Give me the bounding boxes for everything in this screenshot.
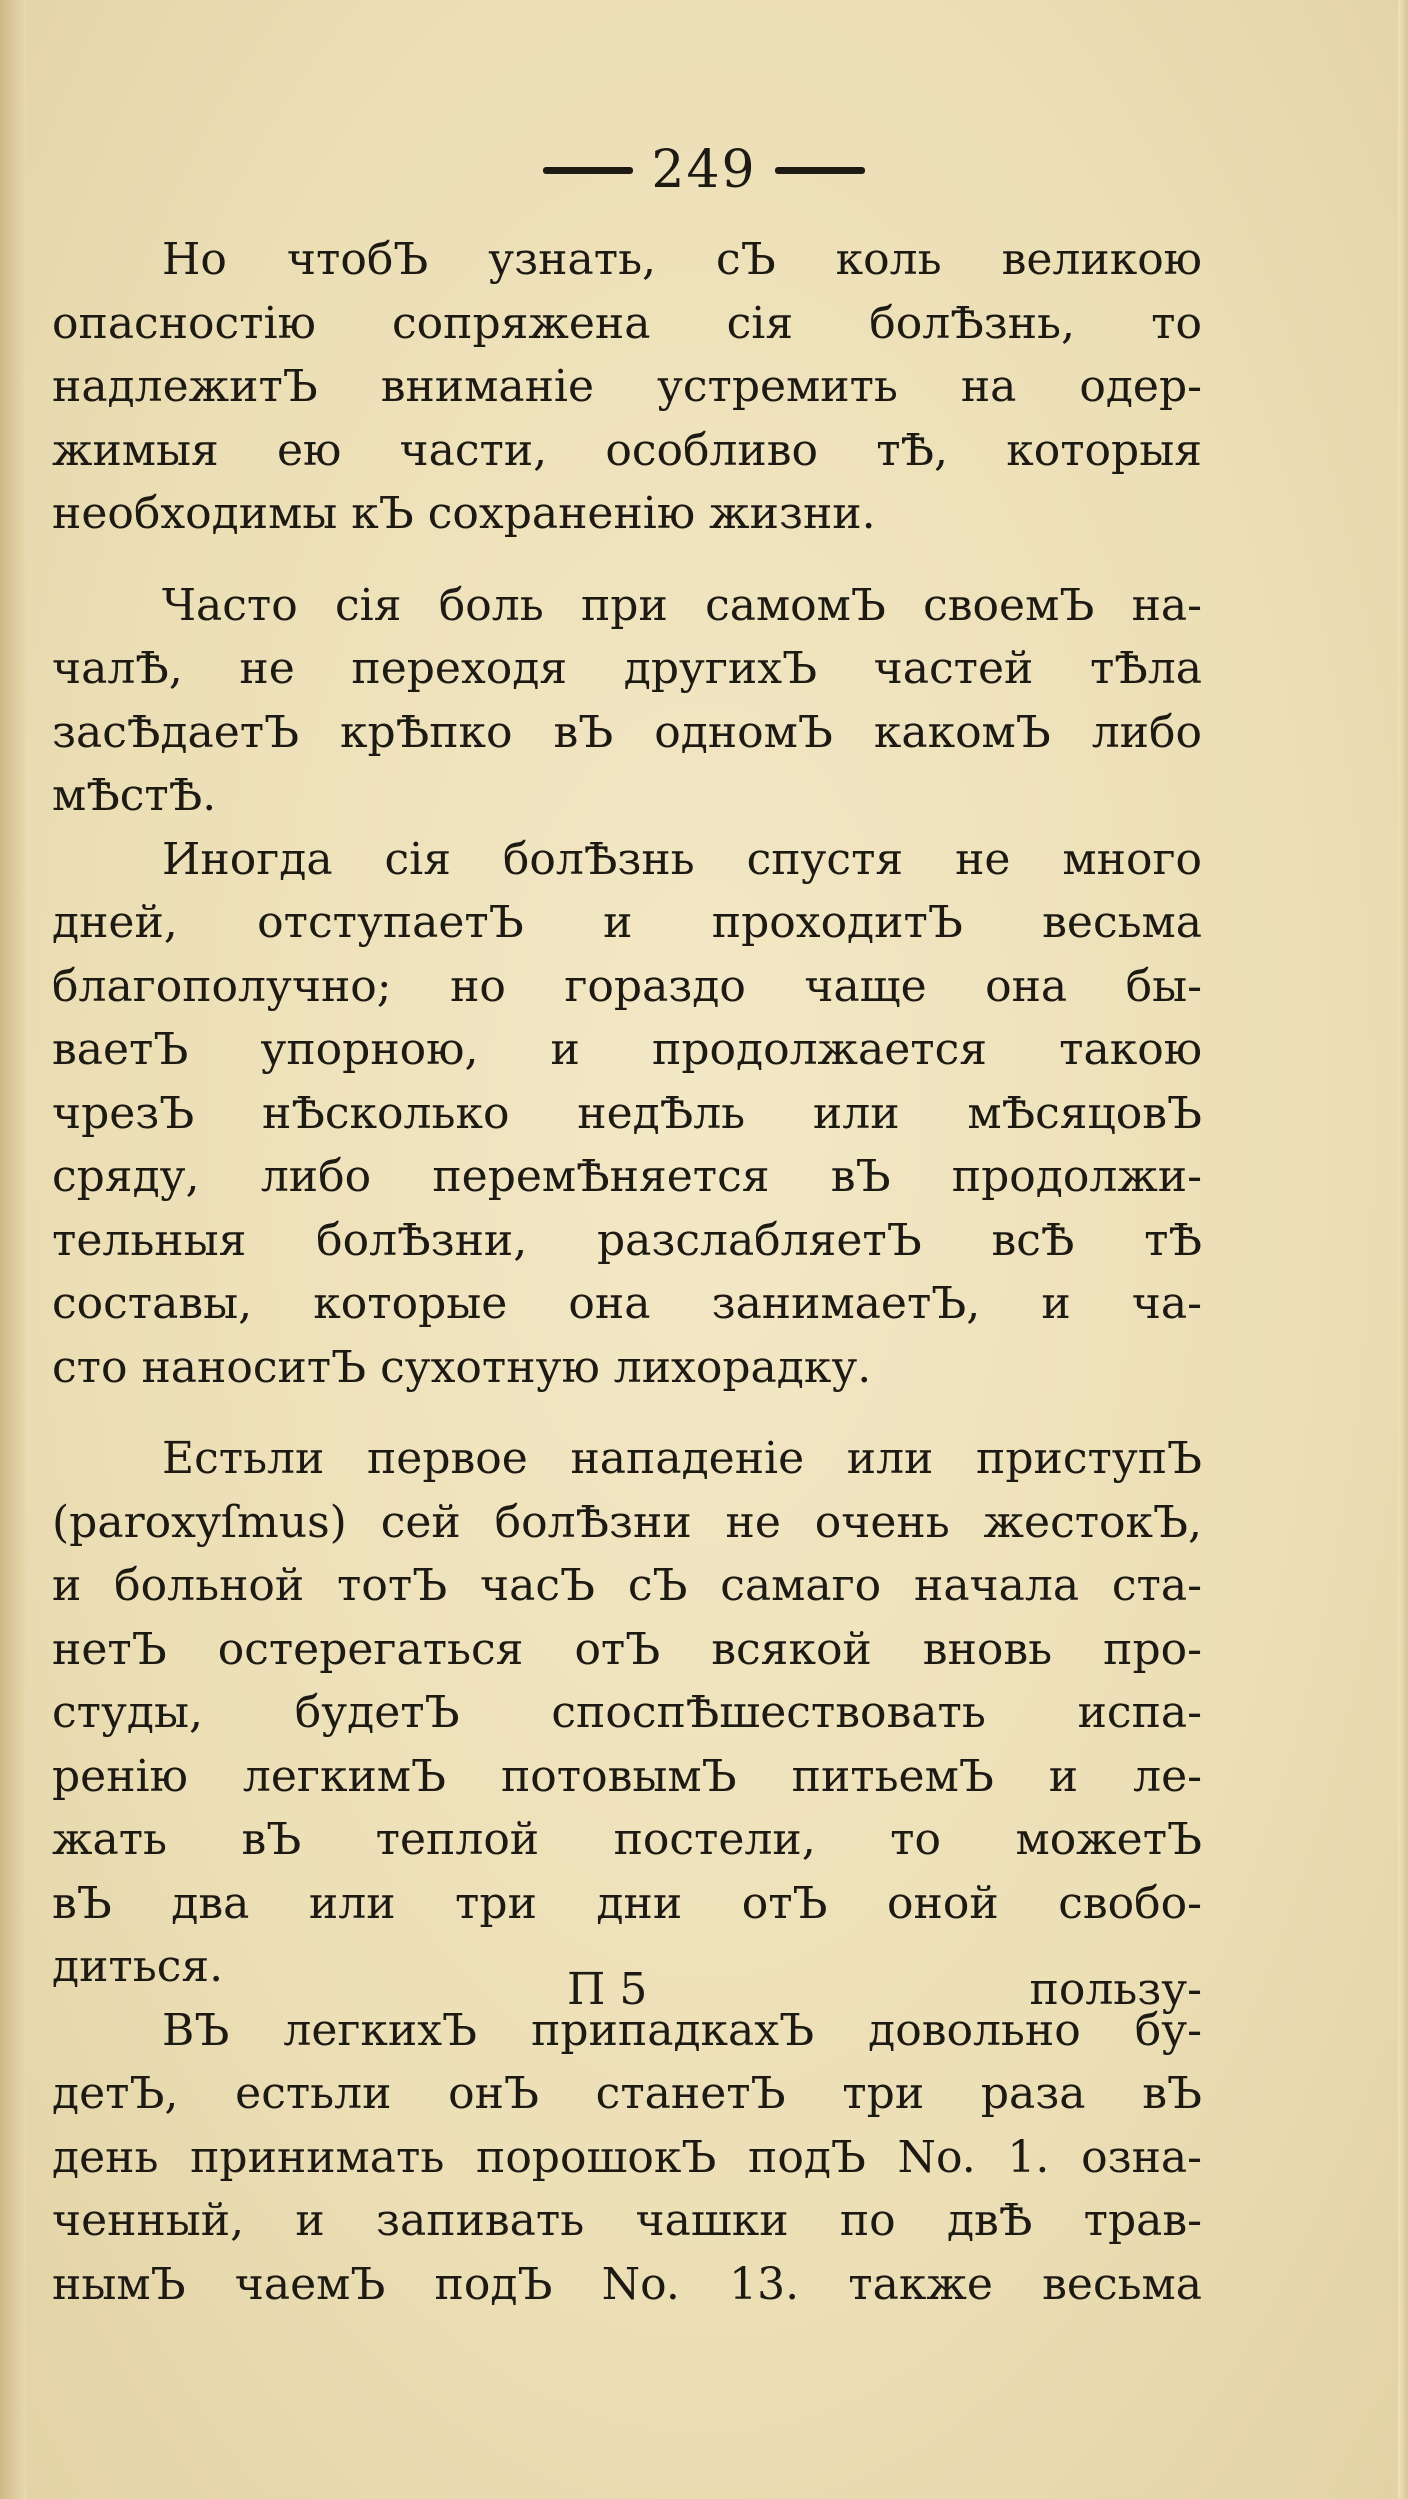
paragraph-5 [52,1999,1202,2317]
paragraph-1 [52,228,1202,546]
text-line: жимыя ею части, особливо тѢ, которыя [52,424,1202,476]
text-line: составы, которые она занимаетЪ, и ча- [52,1278,1202,1329]
header-dash-left [543,167,633,174]
page-header [0,140,1408,200]
text-line: надлежитЪ вниманіе устремить на одер- [52,361,1202,412]
text-line: вЪ два или три дни отЪ оной свобо- [52,1877,1202,1929]
page-footer [52,1964,1202,2024]
text-line: ченный, и запивать чашки по двѢ трав- [52,2195,1202,2246]
text-line: ваетЪ упорною, и продолжается такою [52,1024,1202,1075]
text-line: чалѢ, не переходя другихЪ частей тѢла [52,643,1202,694]
text-line: и больной тотЪ часЪ сЪ самаго начала ста- [52,1560,1202,1611]
signature-mark: П 5 [567,1964,648,2015]
text-line: Иногда сія болѢзнь спустя не много [162,833,1202,885]
text-line: ВЪ легкихЪ припадкахЪ довольно бу- [162,2004,1202,2056]
text-line: жать вЪ теплой постели, то можетЪ [52,1814,1202,1865]
text-line: сряду, либо перемѢняется вЪ продолжи- [52,1151,1202,1202]
page-left-edge [0,0,26,2499]
header-dash-right [775,167,865,174]
text-line: нетЪ остерегаться отЪ всякой вновь про- [52,1623,1202,1675]
text-line: сто наноситЪ сухотную лихорадку. [52,1341,872,1393]
text-line: ренію легкимЪ потовымЪ питьемЪ и ле- [52,1750,1202,1802]
text-line: Естьли первое нападеніе или приступЪ [162,1433,1202,1484]
text-line: студы, будетЪ споспѢшествовать испа- [52,1687,1202,1738]
text-line: мѢстѢ. [52,770,217,821]
text-line: день принимать порошокЪ подЪ No. 1. озна- [52,2131,1202,2183]
text-line: Часто сія боль при самомЪ своемЪ на- [162,579,1202,631]
text-line: диться. [52,1941,224,1992]
text-line: засѢдаетЪ крѢпко вЪ одномЪ какомЪ либо [52,706,1202,758]
catchword: пользу- [1029,1964,1202,2015]
page-number: 249 [651,140,757,200]
page-right-edge [1398,0,1408,2499]
text-line: дней, отступаетЪ и проходитЪ весьма [52,897,1202,948]
text-line: чрезЪ нѢсколько недѢль или мѢсяцовЪ [52,1087,1202,1139]
paragraph-3 [52,828,1202,1400]
paragraph-4 [52,1427,1202,1999]
paragraph-2 [52,574,1202,828]
text-line: (paroxyſmus) сей болѢзни не очень жестокЪ, [52,1496,1202,1548]
text-line: благополучно; но гораздо чаще она бы- [52,960,1202,1012]
text-line: тельныя болѢзни, разслабляетЪ всѢ тѢ [52,1214,1202,1266]
text-line: необходимы кЪ сохраненію жизни. [52,488,876,539]
text-line: Но чтобЪ узнать, сЪ коль великою [162,234,1202,285]
text-line: опасностію сопряжена сія болѢзнь, то [52,297,1202,349]
text-line: нымЪ чаемЪ подЪ No. 13. также весьма [52,2258,1202,2310]
text-line: детЪ, естьли онЪ станетЪ три раза вЪ [52,2068,1202,2119]
